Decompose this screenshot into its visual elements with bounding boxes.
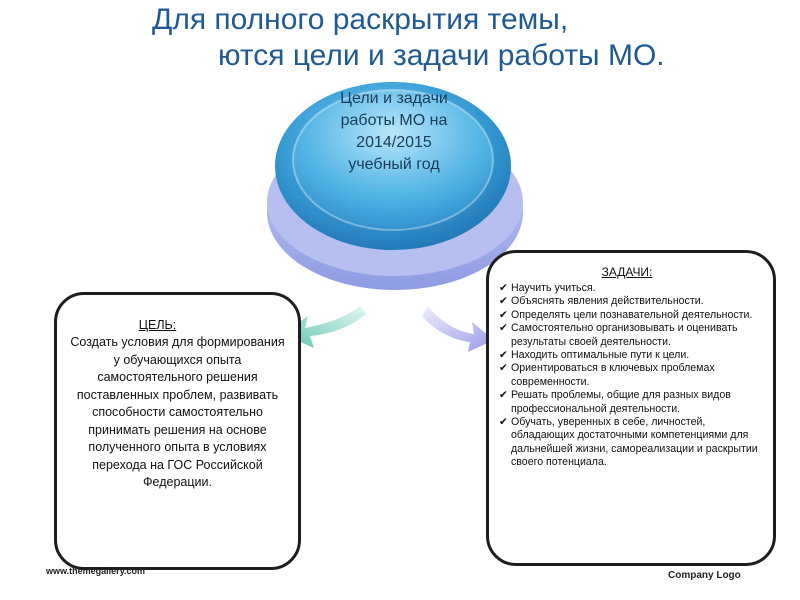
tasks-box bbox=[486, 250, 776, 566]
check-icon: ✔ bbox=[499, 389, 508, 402]
title-line-2: ются цели и задачи работы МО. bbox=[218, 39, 665, 72]
check-icon: ✔ bbox=[499, 362, 508, 375]
task-item: ✔ Решать проблемы, общие для разных видов профессиональной деятельности. bbox=[499, 389, 731, 415]
task-item: ✔ Определять цели познавательной деятельности. bbox=[499, 308, 753, 321]
footer-company-logo: Company Logo bbox=[668, 570, 741, 581]
check-icon: ✔ bbox=[499, 349, 508, 362]
task-item: ✔ Ориентироваться в ключевых проблемах современности. bbox=[499, 362, 715, 388]
tasks-list bbox=[499, 282, 765, 470]
check-icon: ✔ bbox=[499, 308, 508, 321]
task-item: ✔ Самостоятельно организовывать и оценивать результаты своей деятельности. bbox=[499, 322, 738, 348]
title-line-1: Для полного раскрытия темы, bbox=[152, 3, 569, 36]
check-icon: ✔ bbox=[499, 322, 508, 335]
check-icon: ✔ bbox=[499, 416, 508, 429]
right-arrow-icon bbox=[422, 306, 494, 352]
task-item: ✔ Находить оптимальные пути к цели. bbox=[499, 349, 690, 362]
goal-text: Создать условия для формирования у обучающихся опыта самостоятельного решения поставленных проблем, развивать способности самостоятельно принимать решения на основе полученного опыта в условиях перехода на ГОС Российской Федерации. bbox=[70, 335, 285, 489]
goal-box bbox=[54, 292, 301, 570]
tasks-heading: ЗАДАЧИ: bbox=[601, 265, 653, 279]
goal-heading: ЦЕЛЬ: bbox=[138, 318, 177, 332]
task-item: ✔ Научить учиться. bbox=[499, 282, 596, 294]
task-item: ✔ Объяснять явления действительности. bbox=[499, 295, 704, 308]
check-icon: ✔ bbox=[499, 295, 508, 308]
center-label: Цели и задачи работы МО на 2014/2015 учебный год bbox=[340, 90, 448, 173]
check-icon: ✔ bbox=[499, 282, 508, 294]
task-item: ✔ Обучать, уверенных в себе, личностей, обладающих достаточными компетенциями для дальнейшей жизни, самореализации и раскрытии своего потенциала. bbox=[499, 416, 758, 469]
footer-website: www.themegallery.com bbox=[46, 566, 146, 576]
